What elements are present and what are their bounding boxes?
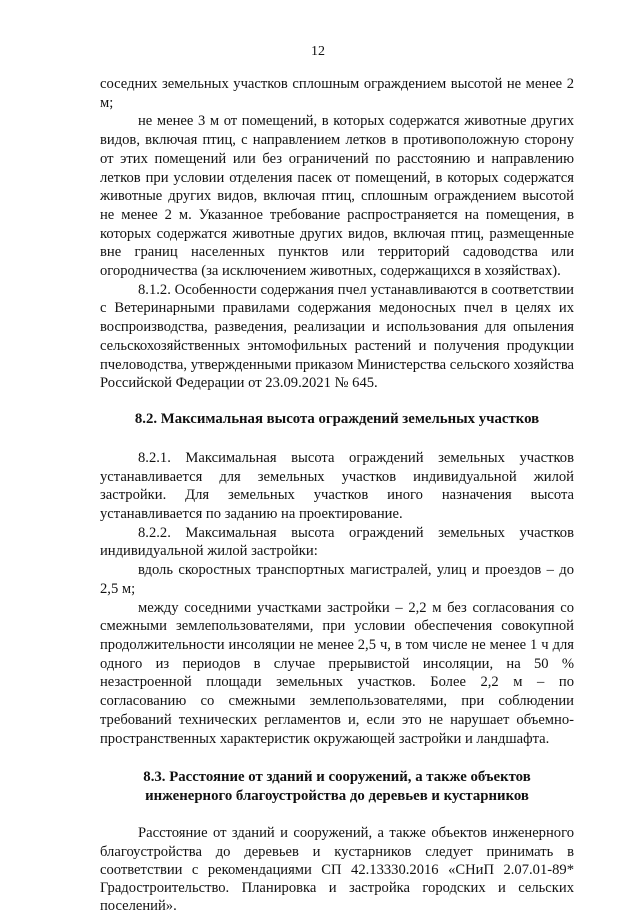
paragraph: вдоль скоростных транспортных магистралей, улиц и проездов – до 2,5 м; [100,562,574,597]
page-number: 12 [311,44,325,59]
paragraph-8-2-2: 8.2.2. Максимальная высота ограждений земельных участков индивидуальной жилой застройки: [100,524,574,560]
paragraph: между соседними участками застройки – 2,2 м без согласования со смежными землепользователями, при условии обеспечения совокупной продолжительности инсоляции не менее 2,5 ч, в том числе не менее 1 ч для одного из периодов в случае прерывистой инсоляции, на 50 % незастроенной площади земельных участков. Более 2,2 м – по согласованию со смежными землепользователями, при соблюдении требований технических регламентов и, если это не нарушает объемно-пространственных характеристик окружающей застройки и ландшафта. [100,599,574,747]
paragraph-continuation: соседних земельных участков сплошным ограждением высотой не менее 2 м; [100,76,574,111]
paragraph-8-3: Расстояние от зданий и сооружений, а также объектов инженерного благоустройства до деревьев и кустарников следует принимать в соответствии с рекомендациями СП 42.13330.2016 «СНиП 2.07.01-89* Градостроительство. Планировка и застройка городских и сельских поселений». [100,825,574,915]
document-body [100,75,574,916]
section-heading-8-3: 8.3. Расстояние от зданий и сооружений, а также объектов инженерного благоустройства до деревьев и кустарников [143,769,531,805]
section-heading-8-2: 8.2. Максимальная высота ограждений земельных участков [134,410,540,427]
paragraph: не менее 3 м от помещений, в которых содержатся животные других видов, включая птиц, с направлением летков в противоположную сторону от этих помещений или без ограничений по расстоянию и направлению летков при условии отделения пасек от помещений, в которых содержатся животные других видов, включая птиц, сплошным ограждением высотой не менее 2 м. Указанное требование распространяется на помещения, в которых содержатся животные других видов, включая птиц, размещенные вне границ населенных пунктов или территорий садоводства или огородничества (за исключением животных, содержащихся в хозяйствах). [100,113,574,280]
paragraph-8-1-2: 8.1.2. Особенности содержания пчел устанавливаются в соответствии с Ветеринарными правилами содержания медоносных пчел в целях их воспроизводства, разведения, реализации и использования для опыления сельскохозяйственных энтомофильных растений и получения продукции пчеловодства, утвержденными приказом Министерства сельского хозяйства Российской Федерации от 23.09.2021 № 645. [100,281,574,392]
paragraph-8-2-1: 8.2.1. Максимальная высота ограждений земельных участков устанавливается для земельных участков индивидуальной жилой застройки. Для земельных участков иного назначения высота устанавливается по заданию на проектирование. [100,449,574,523]
